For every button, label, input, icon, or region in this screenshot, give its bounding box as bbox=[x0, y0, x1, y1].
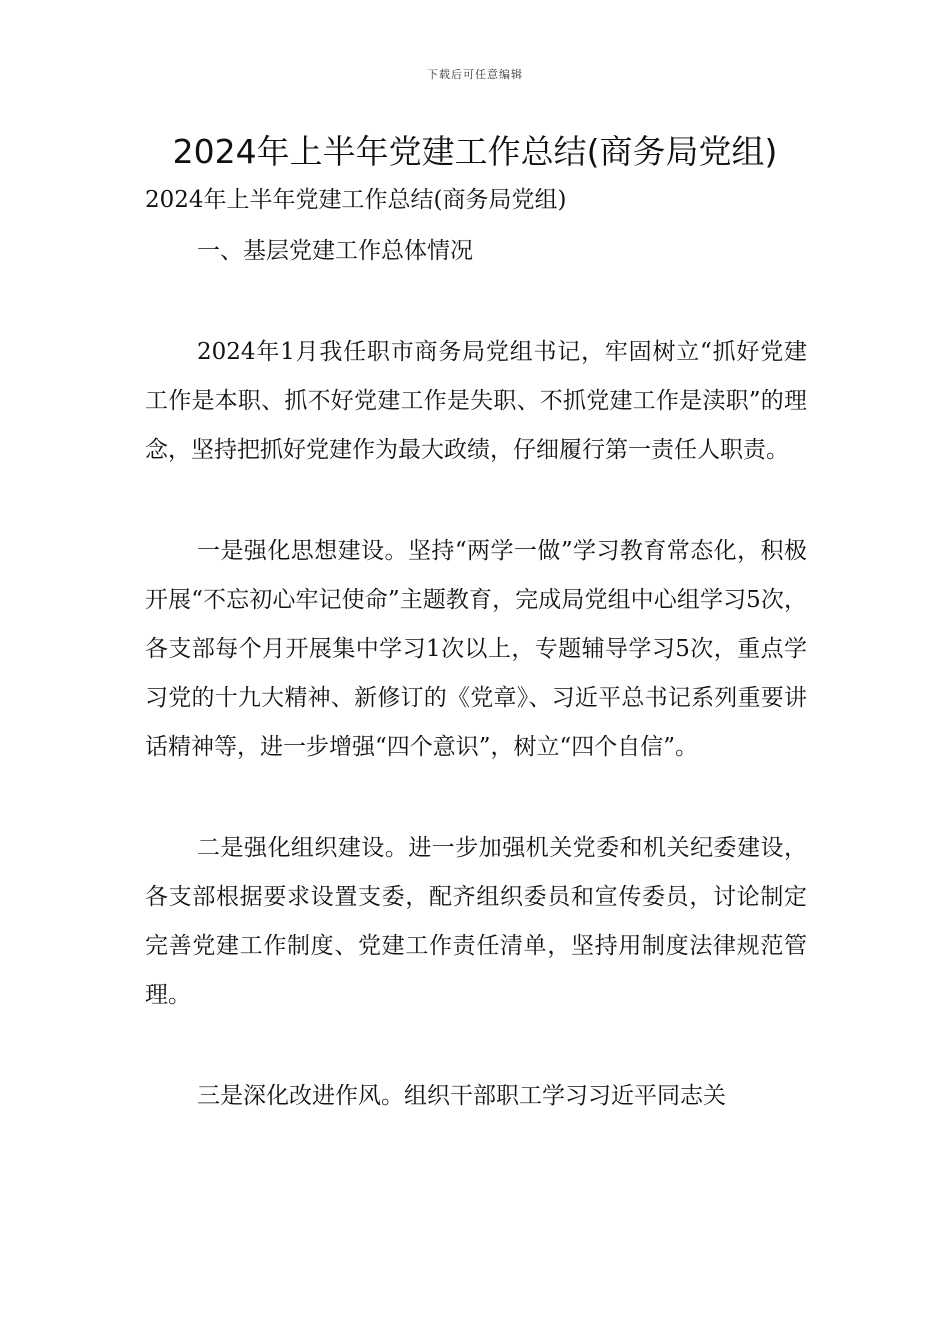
paragraph: 二是强化组织建设。进一步加强机关党委和机关纪委建设，各支部根据要求设置支委，配齐组织委员和宣传委员，讨论制定完善党建工作制度、党建工作责任清单，坚持用制度法律规范管理。 bbox=[145, 835, 807, 1008]
section-heading: 一、基层党建工作总体情况 bbox=[197, 238, 473, 264]
paragraph: 三是深化改进作风。组织干部职工学习习近平同志关 bbox=[197, 1083, 726, 1109]
header-note: 下载后可任意编辑 bbox=[427, 68, 523, 81]
document-body bbox=[145, 180, 807, 1121]
paragraph: 2024年1月我任职市商务局党组书记，牢固树立“抓好党建工作是本职、抓不好党建工作是失职、不抓党建工作是渎职”的理念，坚持把抓好党建作为最大政绩，仔细履行第一责任人职责。 bbox=[145, 339, 807, 463]
document-title: 2024年上半年党建工作总结(商务局党组) bbox=[172, 132, 778, 171]
document-subtitle: 2024年上半年党建工作总结(商务局党组) bbox=[145, 187, 567, 213]
paragraph: 一是强化思想建设。坚持“两学一做”学习教育常态化，积极开展“不忘初心牢记使命”主题教育，完成局党组中心组学习5次，各支部每个月开展集中学习1次以上，专题辅导学习5次，重点学习党的十九大精神、新修订的《党章》、习近平总书记系列重要讲话精神等，进一步增强“四个意识”，树立“四个自信”。 bbox=[145, 538, 807, 760]
